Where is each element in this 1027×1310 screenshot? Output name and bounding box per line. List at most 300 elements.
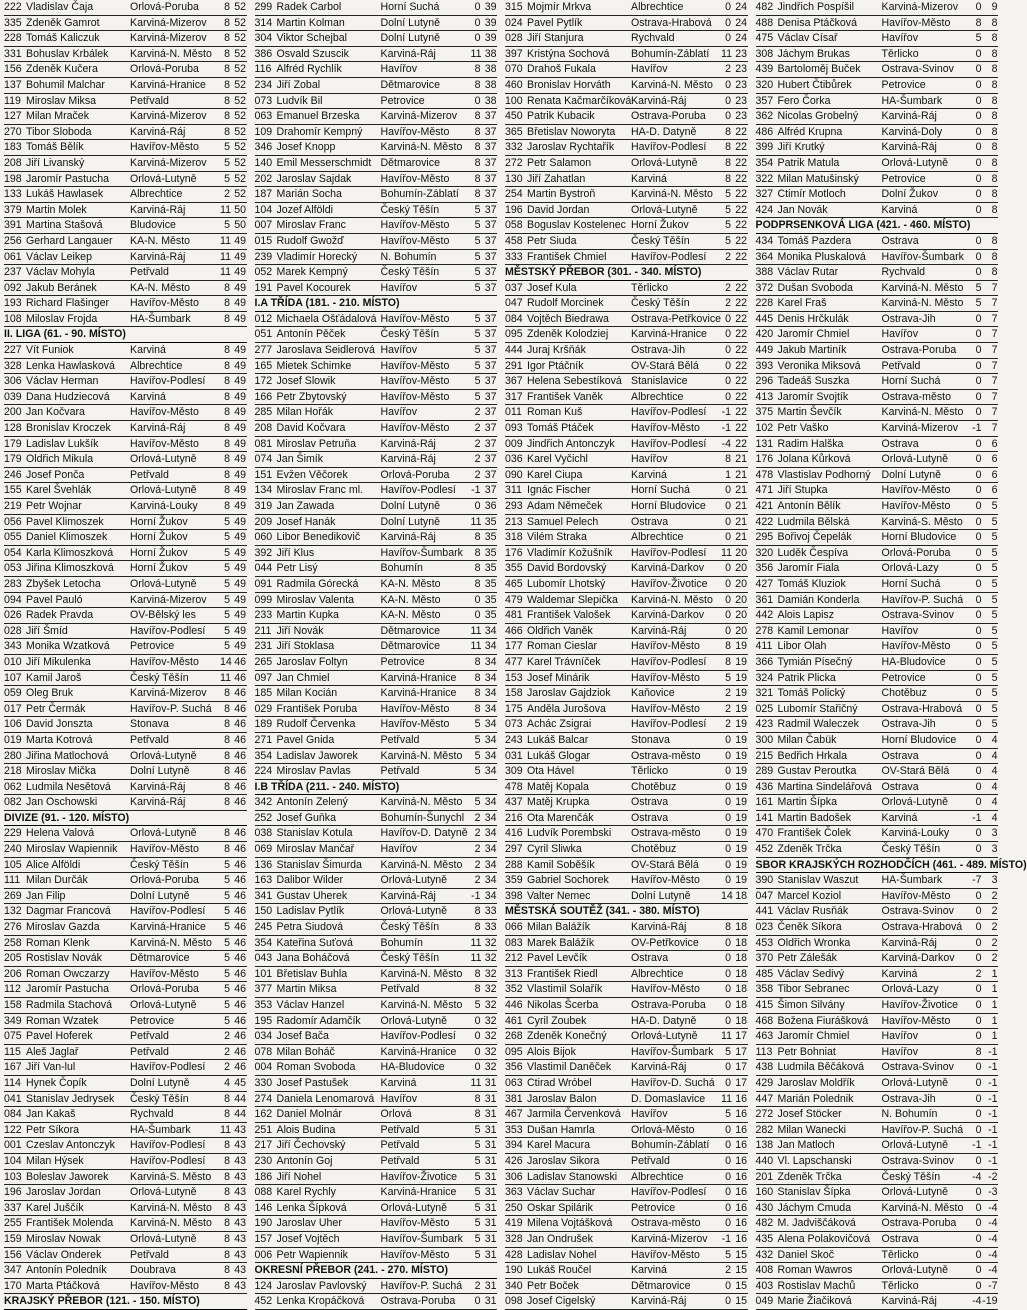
- score-a-cell: 0: [725, 1061, 731, 1074]
- club-cell: Rychvald: [631, 32, 675, 45]
- score-b-cell: 1: [991, 1030, 998, 1043]
- table-row: [255, 795, 498, 811]
- name-cell: Patrik Plicka: [777, 671, 836, 684]
- club-cell: Karviná-N. Město: [380, 141, 463, 154]
- club-cell: Karviná-Ráj: [631, 1295, 687, 1308]
- rank-cell: 488: [755, 16, 774, 29]
- score-a-cell: 0: [975, 983, 982, 996]
- name-cell: Martin Kupka: [276, 609, 339, 622]
- table-row: [505, 1014, 748, 1030]
- rank-cell: 245: [254, 921, 273, 934]
- rank-cell: 328: [505, 1232, 523, 1245]
- rank-cell: 375: [755, 406, 774, 419]
- name-cell: Martina Stašová: [26, 219, 103, 232]
- score-a-cell: -1: [471, 889, 481, 902]
- club-cell: Orlová-Lutyně: [380, 905, 448, 918]
- score-b-cell: 5: [991, 546, 998, 559]
- club-cell: Karviná: [130, 344, 166, 357]
- name-cell: Ludvík Bil: [276, 94, 323, 107]
- score-a-cell: 0: [725, 843, 731, 856]
- score-a-cell: 0: [725, 1279, 731, 1292]
- score-a-cell: 0: [975, 234, 982, 247]
- name-cell: Miroslav Franc ml.: [276, 484, 364, 497]
- table-row: [4, 468, 247, 484]
- score-a-cell: 8: [224, 437, 230, 450]
- rank-cell: 424: [755, 203, 774, 216]
- rank-cell: 411: [755, 640, 773, 653]
- rank-cell: 319: [254, 500, 273, 512]
- name-cell: Bronislav Kroczek: [26, 422, 111, 435]
- table-row: [505, 717, 748, 733]
- table-row: [505, 967, 748, 983]
- table-row: [4, 62, 247, 78]
- club-cell: Havířov: [881, 328, 918, 341]
- score-b-cell: 19: [735, 640, 747, 653]
- score-a-cell: 8: [224, 843, 230, 856]
- club-cell: Karviná-Mizerov: [130, 32, 207, 45]
- rank-cell: 141: [755, 811, 774, 824]
- rank-cell: 015: [254, 234, 273, 247]
- score-a-cell: 0: [725, 375, 731, 388]
- name-cell: Radim Halška: [777, 437, 844, 450]
- table-row: [505, 374, 748, 390]
- rank-cell: 206: [4, 967, 22, 980]
- score-b-cell: 52: [234, 172, 246, 185]
- rank-cell: 179: [4, 453, 22, 466]
- score-a-cell: 8: [224, 422, 230, 435]
- score-b-cell: 50: [234, 203, 246, 216]
- name-cell: Martin Miksa: [276, 983, 337, 996]
- club-cell: Havířov-Město: [380, 390, 450, 403]
- table-row: [756, 1232, 999, 1248]
- name-cell: Lenka Šípková: [276, 1201, 347, 1214]
- score-a-cell: 0: [975, 344, 982, 357]
- table-row: [4, 530, 247, 546]
- table-row: [255, 717, 498, 733]
- name-cell: Pavel Pytlík: [527, 16, 583, 29]
- score-b-cell: 46: [234, 827, 246, 840]
- score-b-cell: 49: [234, 234, 246, 247]
- club-cell: Dolní Lutyně: [380, 16, 440, 29]
- club-cell: Orlová-Poruba: [130, 983, 199, 996]
- rank-cell: 097: [254, 671, 273, 684]
- score-b-cell: 16: [735, 1170, 747, 1183]
- score-b-cell: 52: [234, 78, 246, 91]
- table-row: [505, 1279, 748, 1295]
- score-a-cell: 0: [725, 390, 731, 403]
- score-b-cell: 34: [484, 843, 497, 856]
- name-cell: Petr Čermák: [26, 702, 86, 715]
- table-row: [505, 1248, 748, 1264]
- club-cell: Havířov-Město: [130, 437, 199, 450]
- name-cell: Zdeněk Kučera: [26, 63, 98, 76]
- score-b-cell: 4: [991, 765, 998, 778]
- score-a-cell: 0: [975, 936, 982, 949]
- score-b-cell: 2: [991, 905, 998, 918]
- club-cell: Petřvald: [130, 468, 169, 481]
- score-b-cell: 37: [484, 234, 497, 247]
- table-row: [255, 1107, 498, 1123]
- club-cell: Karviná-Ráj: [130, 780, 186, 793]
- club-cell: Orlová-Lutyně: [631, 1030, 698, 1043]
- section-header: II. LIGA (61. - 90. MÍSTO): [4, 327, 247, 343]
- club-cell: Horní Žukov: [130, 515, 188, 528]
- score-b-cell: 46: [234, 1061, 246, 1074]
- score-b-cell: 8: [991, 47, 998, 60]
- table-row: [4, 172, 247, 188]
- name-cell: Ludmila Nesětová: [26, 780, 111, 793]
- club-cell: Ostrava-Hrabová: [881, 921, 963, 934]
- score-b-cell: 46: [234, 889, 246, 902]
- name-cell: Josef Pastušek: [276, 1076, 349, 1089]
- name-cell: Libor Olah: [777, 640, 827, 653]
- rank-cell: 069: [254, 843, 273, 856]
- score-b-cell: 17: [735, 1045, 747, 1058]
- name-cell: Mojmír Mrkva: [527, 1, 592, 13]
- table-row: [4, 452, 247, 468]
- club-cell: HA-Šumbark: [130, 1123, 191, 1136]
- score-a-cell: 5: [474, 765, 481, 778]
- rank-cell: 010: [4, 655, 22, 668]
- rank-cell: 460: [505, 78, 523, 91]
- club-cell: Havířov-Podlesí: [130, 375, 206, 388]
- club-cell: Havířov-Šumbark: [380, 546, 463, 559]
- club-cell: OV-Bělský les: [130, 609, 196, 622]
- club-cell: Havířov: [380, 1092, 417, 1105]
- club-cell: Havířov-Město: [380, 312, 450, 325]
- score-b-cell: 49: [234, 266, 246, 279]
- table-row: [756, 873, 999, 889]
- name-cell: Ignác Fischer: [527, 484, 591, 497]
- club-cell: Havířov-Podlesí: [631, 141, 707, 154]
- name-cell: František Čolek: [777, 827, 852, 840]
- name-cell: Jaromír Chmiel: [777, 328, 850, 341]
- score-a-cell: 0: [725, 952, 731, 965]
- club-cell: Havířov-P. Suchá: [380, 1279, 463, 1292]
- score-a-cell: 5: [474, 328, 481, 341]
- rank-cell: 362: [755, 110, 774, 123]
- table-row: [505, 499, 748, 515]
- club-cell: KA-N. Město: [130, 234, 191, 247]
- score-a-cell: 2: [725, 297, 731, 310]
- score-b-cell: 43: [234, 1170, 246, 1183]
- table-row: [505, 47, 748, 63]
- table-row: [756, 795, 999, 811]
- rank-cell: 393: [755, 359, 774, 372]
- score-b-cell: 49: [234, 609, 246, 622]
- club-cell: Těrlicko: [631, 281, 669, 294]
- score-b-cell: -1: [988, 1076, 998, 1089]
- score-b-cell: 46: [234, 967, 246, 980]
- table-row: [505, 94, 748, 110]
- score-b-cell: 5: [991, 593, 998, 606]
- score-b-cell: 33: [484, 921, 497, 934]
- table-row: [505, 795, 748, 811]
- rank-cell: 130: [505, 172, 523, 185]
- rank-cell: 486: [755, 125, 774, 138]
- score-b-cell: 37: [484, 390, 497, 403]
- score-b-cell: 49: [234, 312, 246, 325]
- score-b-cell: 49: [234, 562, 246, 575]
- score-b-cell: 19: [735, 687, 747, 700]
- score-b-cell: 31: [484, 1232, 497, 1245]
- score-a-cell: 0: [975, 1014, 982, 1027]
- name-cell: Vladimír Horecký: [276, 250, 358, 263]
- rank-cell: 357: [755, 94, 774, 107]
- score-b-cell: 8: [991, 78, 998, 91]
- table-row: [756, 31, 999, 47]
- club-cell: Petrovice: [881, 78, 926, 91]
- name-cell: Tymián Písečný: [777, 655, 853, 668]
- score-b-cell: 22: [735, 375, 747, 388]
- score-a-cell: 5: [474, 234, 481, 247]
- score-a-cell: 0: [975, 328, 982, 341]
- table-row: [4, 780, 247, 796]
- club-cell: Ostrava: [631, 811, 669, 824]
- club-cell: Orlová-Město: [631, 1123, 695, 1136]
- club-cell: Doubrava: [130, 1264, 176, 1277]
- score-b-cell: 46: [234, 905, 246, 918]
- name-cell: Jindřich Pospíšil: [777, 1, 855, 13]
- table-row: [756, 109, 999, 125]
- score-b-cell: 37: [484, 281, 497, 294]
- table-row: [756, 936, 999, 952]
- club-cell: Havířov-Město: [380, 718, 450, 731]
- club-cell: Orlová-Lutyně: [881, 1264, 949, 1277]
- name-cell: Miroslav Mančař: [276, 843, 355, 856]
- rank-cell: 073: [254, 94, 273, 107]
- table-row: [505, 234, 748, 250]
- club-cell: Karviná-S. Město: [130, 1170, 212, 1183]
- score-b-cell: 43: [234, 1201, 246, 1214]
- score-a-cell: 8: [474, 655, 481, 668]
- club-cell: Těrlicko: [631, 765, 669, 778]
- name-cell: Alice Alföldi: [26, 858, 81, 871]
- table-row: [4, 515, 247, 531]
- name-cell: Petr Lisý: [276, 562, 318, 575]
- score-b-cell: 2: [991, 889, 998, 902]
- club-cell: Havířov-Město: [881, 889, 951, 902]
- score-a-cell: 0: [975, 250, 982, 263]
- score-a-cell: 0: [725, 312, 731, 325]
- rank-cell: 224: [254, 765, 273, 778]
- rank-cell: 435: [755, 1232, 774, 1245]
- table-row: [4, 421, 247, 437]
- club-cell: Orlová-Poruba: [380, 468, 450, 481]
- rank-cell: 349: [4, 1014, 22, 1027]
- rank-cell: 466: [505, 624, 523, 637]
- score-a-cell: 8: [725, 125, 731, 138]
- club-cell: Havířov-Město: [380, 1248, 450, 1261]
- score-b-cell: 37: [484, 125, 497, 138]
- score-b-cell: 8: [991, 110, 998, 123]
- table-row: [255, 1060, 498, 1076]
- table-row: [4, 218, 247, 234]
- score-a-cell: 8: [224, 63, 230, 76]
- club-cell: Havířov-Město: [631, 671, 700, 684]
- rank-cell: 230: [254, 1154, 273, 1167]
- name-cell: Radmila Stachová: [26, 999, 112, 1011]
- score-b-cell: 5: [991, 702, 998, 715]
- table-row: [505, 62, 748, 78]
- name-cell: Roman Owczarzy: [26, 967, 110, 980]
- rank-cell: 228: [755, 297, 774, 310]
- club-cell: Karviná-Mizerov: [380, 110, 458, 123]
- rank-cell: 146: [254, 1201, 273, 1214]
- score-b-cell: 37: [484, 468, 497, 481]
- name-cell: Gustav Uherek: [276, 889, 348, 902]
- club-cell: Karviná-Darkov: [631, 562, 705, 575]
- rank-cell: 213: [505, 515, 523, 528]
- name-cell: Jaroslav Balon: [527, 1092, 597, 1105]
- table-row: [255, 203, 498, 219]
- club-cell: Havířov-Podlesí: [130, 905, 206, 918]
- rank-cell: 202: [254, 172, 273, 185]
- section-header: SBOR KRAJSKÝCH ROZHODČÍCH (461. - 489. MÍSTO): [756, 858, 999, 874]
- score-a-cell: -1: [721, 422, 731, 435]
- name-cell: Josef Kula: [527, 281, 577, 294]
- club-cell: Petrovice: [130, 640, 175, 653]
- name-cell: Josef Knopp: [276, 141, 336, 154]
- score-b-cell: 34: [484, 640, 497, 653]
- club-cell: KA-N. Město: [380, 609, 441, 622]
- score-b-cell: 46: [234, 983, 246, 996]
- rank-cell: 034: [254, 1030, 273, 1043]
- club-cell: Karviná: [631, 468, 667, 481]
- rank-cell: 101: [254, 967, 273, 980]
- table-row: [505, 281, 748, 297]
- club-cell: Dětmarovice: [631, 1279, 691, 1292]
- table-row: [756, 359, 999, 375]
- club-cell: Havířov-Životice: [631, 577, 708, 590]
- rank-cell: 437: [505, 796, 523, 809]
- club-cell: Karviná-Ráj: [380, 437, 436, 450]
- score-b-cell: 23: [735, 47, 747, 60]
- rank-cell: 029: [254, 702, 273, 715]
- rank-cell: 167: [4, 1061, 22, 1074]
- name-cell: Anděla Jurošova: [527, 702, 606, 715]
- rank-cell: 313: [505, 967, 523, 980]
- score-a-cell: 8: [474, 531, 481, 544]
- score-a-cell: 2: [474, 422, 481, 435]
- score-a-cell: 5: [224, 858, 230, 871]
- score-b-cell: 8: [991, 250, 998, 263]
- table-row: [756, 78, 999, 94]
- rank-cell: 212: [505, 952, 523, 965]
- table-row: [4, 936, 247, 952]
- score-b-cell: 44: [234, 1092, 246, 1105]
- table-row: [255, 702, 498, 718]
- score-b-cell: 7: [991, 328, 998, 341]
- table-row: [756, 1123, 999, 1139]
- rank-cell: 082: [4, 796, 22, 809]
- score-a-cell: 8: [474, 577, 481, 590]
- rank-cell: 175: [505, 702, 523, 715]
- score-a-cell: 5: [474, 999, 481, 1011]
- name-cell: Zdeněk Kolodziej: [527, 328, 609, 341]
- name-cell: Jana Boháčová: [276, 952, 350, 965]
- club-cell: Havířov-Životice: [881, 999, 959, 1011]
- table-row: [756, 842, 999, 858]
- score-b-cell: 31: [484, 1108, 497, 1121]
- score-a-cell: 8: [224, 1217, 230, 1230]
- score-a-cell: 0: [975, 593, 982, 606]
- table-row: [756, 281, 999, 297]
- score-b-cell: 46: [234, 749, 246, 762]
- club-cell: Havířov-Podlesí: [380, 1030, 456, 1043]
- score-a-cell: 8: [474, 983, 481, 996]
- score-a-cell: 0: [975, 780, 982, 793]
- rank-cell: 105: [4, 858, 22, 871]
- table-row: [505, 733, 748, 749]
- score-b-cell: 19: [735, 749, 747, 762]
- name-cell: Damián Konderla: [777, 593, 860, 606]
- score-a-cell: 0: [975, 921, 982, 934]
- name-cell: František Vaněk: [527, 390, 603, 403]
- club-cell: Horní Suchá: [631, 484, 690, 497]
- rank-cell: 277: [254, 344, 273, 357]
- name-cell: Adam Němeček: [527, 500, 603, 512]
- score-a-cell: 0: [975, 484, 982, 497]
- score-b-cell: 35: [484, 593, 497, 606]
- score-b-cell: 16: [735, 1201, 747, 1214]
- table-row: [756, 1201, 999, 1217]
- score-b-cell: 31: [484, 1279, 497, 1292]
- rank-cell: 335: [4, 16, 22, 29]
- table-row: [255, 967, 498, 983]
- name-cell: Čeněk Síkora: [777, 921, 842, 934]
- score-b-cell: 4: [991, 811, 998, 824]
- table-row: [756, 702, 999, 718]
- table-row: [4, 483, 247, 499]
- score-a-cell: 5: [975, 281, 982, 294]
- name-cell: Zdeněk Trčka: [777, 843, 842, 856]
- name-cell: Jiřina Klimoszková: [26, 562, 114, 575]
- score-b-cell: 22: [735, 312, 747, 325]
- table-row: [756, 1029, 999, 1045]
- score-b-cell: 49: [234, 297, 246, 310]
- name-cell: Roman Wzatek: [26, 1014, 99, 1027]
- rank-cell: 060: [254, 531, 273, 544]
- score-b-cell: 22: [735, 422, 747, 435]
- club-cell: Orlová-Poruba: [130, 874, 199, 887]
- name-cell: Lukáš Hawlasek: [26, 188, 104, 201]
- rank-cell: 255: [4, 1217, 22, 1230]
- name-cell: Josef Minárik: [527, 671, 590, 684]
- club-cell: Havířov: [380, 843, 417, 856]
- score-a-cell: 8: [725, 921, 731, 934]
- table-row: [4, 1060, 247, 1076]
- score-b-cell: 2: [991, 952, 998, 965]
- club-cell: Orlová-Lutyně: [881, 796, 949, 809]
- score-b-cell: 35: [484, 546, 497, 559]
- table-row: [255, 62, 498, 78]
- name-cell: František Molenda: [26, 1217, 114, 1230]
- score-b-cell: 1: [991, 999, 998, 1011]
- name-cell: Petr Zálešák: [777, 952, 837, 965]
- name-cell: Miroslav Wapiennik: [26, 843, 118, 856]
- rank-cell: 365: [505, 125, 523, 138]
- club-cell: Český Těšín: [631, 234, 690, 247]
- score-b-cell: 16: [735, 1092, 747, 1105]
- table-row: [756, 749, 999, 765]
- score-a-cell: 0: [975, 702, 982, 715]
- score-a-cell: 0: [975, 905, 982, 918]
- score-b-cell: 5: [991, 655, 998, 668]
- name-cell: Tomáš Kluziok: [777, 577, 846, 590]
- club-cell: Karviná-Ráj: [631, 624, 687, 637]
- rank-cell: 195: [254, 1014, 273, 1027]
